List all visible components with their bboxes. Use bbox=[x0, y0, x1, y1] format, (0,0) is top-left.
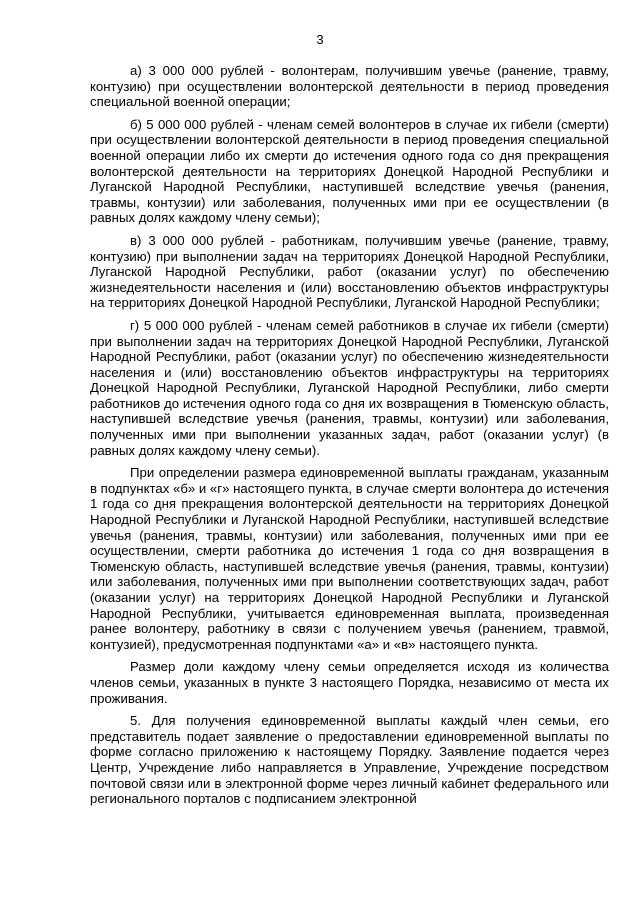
paragraph-subpoint-b: б) 5 000 000 рублей - членам семей волонтеров в случае их гибели (смерти) при осуществлении волонтерской деятельности в период проведения специальной военной операции либо их смерти до истечения одного года со дня прекращения волонтерской деятельности на территориях Донецкой Народной Республики и Луганской Народной Республики, наступившей вследствие увечья (ранения, травмы, контузии) или заболевания, полученных ими при ее осуществлении (в равных долях каждому члену семьи); bbox=[90, 116, 609, 226]
paragraph-subpoint-v: в) 3 000 000 рублей - работникам, получившим увечье (ранение, травму, контузию) при выполнении задач на территориях Донецкой Народной Республики, Луганской Народной Республики, работ (оказании услуг) по обеспечению жизнедеятельности населения и (или) восстановлению объектов инфраструктуры на территориях Донецкой Народной Республики, Луганской Народной Республики; bbox=[90, 232, 609, 311]
paragraph-point-5: 5. Для получения единовременной выплаты каждый член семьи, его представитель подает заявление о предоставлении единовременной выплаты по форме согласно приложению к настоящему Порядку. Заявление подается через Центр, Учреждение либо направляется в Управление, Учреждение посредством почтовой связи или в электронной форме через личный кабинет федерального или регионального порталов с подписанием электронной bbox=[90, 713, 609, 807]
page-number: 3 bbox=[316, 32, 324, 47]
paragraph-family-share: Размер доли каждому члену семьи определяется исходя из количества членов семьи, указанных в пункте 3 настоящего Порядка, независимо от места их проживания. bbox=[90, 659, 609, 706]
paragraph-subpoint-g: г) 5 000 000 рублей - членам семей работников в случае их гибели (смерти) при выполнении задач на территориях Донецкой Народной Республики, Луганской Народной Республики, работ (оказании услуг) по обеспечению жизнедеятельности населения и (или) восстановлению объектов инфраструктуры на территориях Донецкой Народной Республики, Луганской Народной Республики, либо смерти работников до истечения одного года со дня их возвращения в Тюменскую область, наступившей вследствие увечья (ранения, травмы, контузии) или заболевания, полученных ими при выполнении указанных задач, работ (оказании услуг) (в равных долях каждому члену семьи). bbox=[90, 317, 609, 458]
paragraph-payment-calculation: При определении размера единовременной выплаты гражданам, указанным в подпунктах «б» и «г» настоящего пункта, в случае смерти волонтера до истечения 1 года со дня прекращения волонтерской деятельности на территориях Донецкой Народной Республики и Луганской Народной Республики, наступившей вследствие увечья (ранения, травмы, контузии) или заболевания, полученных ими при ее осуществлении, смерти работника до истечения 1 года со дня возвращения в Тюменскую область, наступившей вследствие увечья (ранения, травмы, контузии) или заболевания, полученных ими при выполнении соответствующих задач, работ (оказании услуг) на территориях Донецкой Народной Республики и Луганской Народной Республики, учитывается единовременная выплата, произведенная ранее волонтеру, работнику в связи с получением увечья (ранением, травмой, контузией), предусмотренная подпунктами «а» и «в» настоящего пункта. bbox=[90, 465, 609, 652]
paragraph-subpoint-a: а) 3 000 000 рублей - волонтерам, получившим увечье (ранение, травму, контузию) при осуществлении волонтерской деятельности в период проведения специальной военной операции; bbox=[90, 63, 609, 110]
document-body bbox=[90, 63, 609, 807]
